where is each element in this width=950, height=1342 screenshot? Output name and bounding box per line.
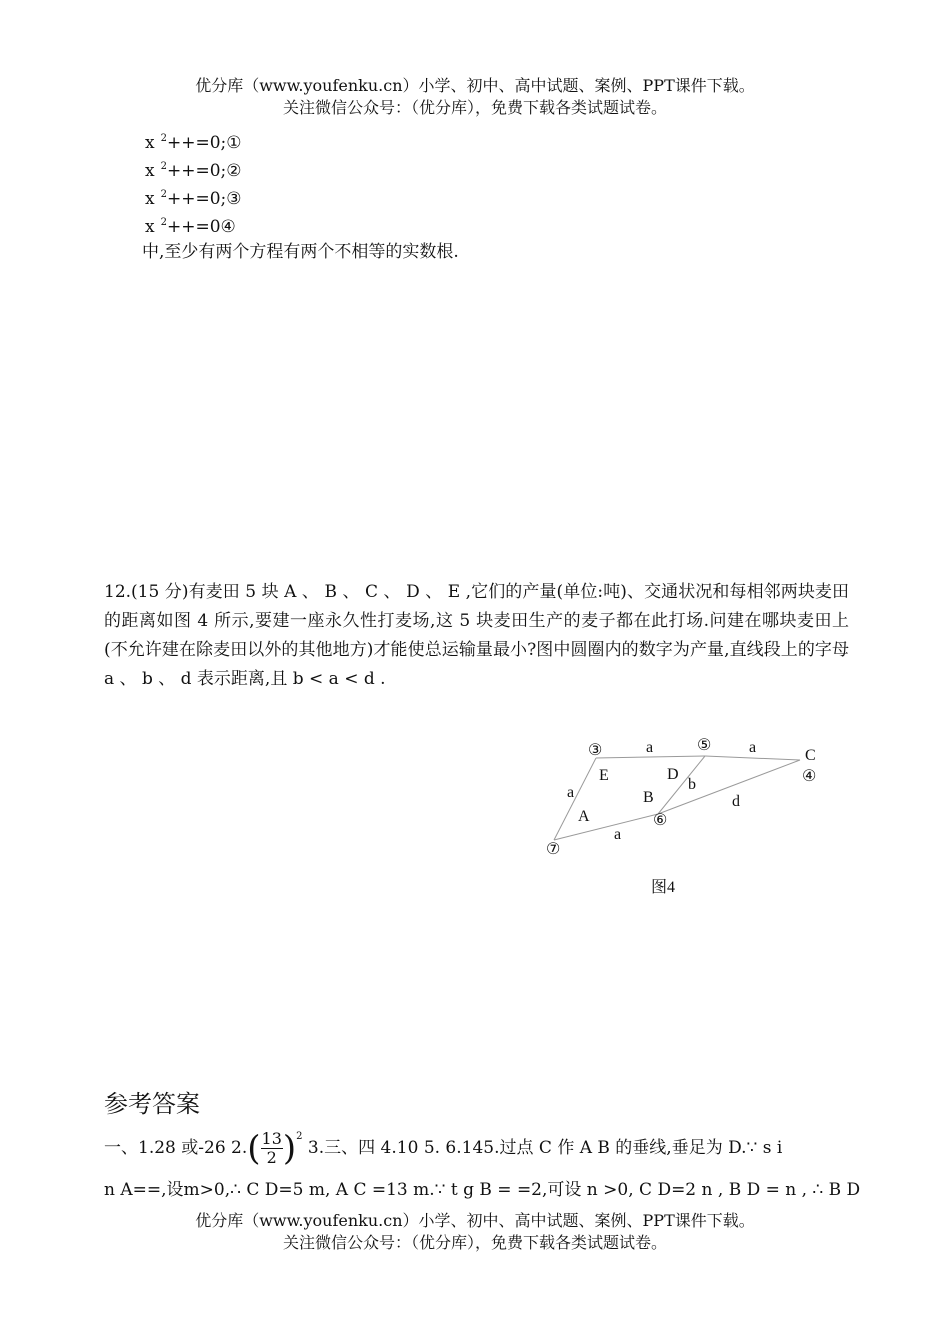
node-label-D: D [667, 766, 679, 783]
edge-label-DB: b [688, 776, 696, 793]
yield-A: ⑦ [546, 841, 561, 858]
node-label-A: A [578, 808, 590, 825]
fraction-13-over-2: $\frac{13}{2}$ [261, 1129, 282, 1167]
header-line-2: 关注微信公众号：（优分库），免费下载各类试题试卷。 [282, 98, 667, 117]
figure-caption: 图4 [651, 879, 676, 896]
footer-line-1: 优分库（www.youfenku.cn）小学、初中、高中试题、案例、PPT课件下载。 [195, 1211, 755, 1230]
equation-2: x $^2$++=0;② [145, 161, 242, 181]
edge-E-D [596, 756, 705, 758]
header-line-1: 优分库（www.youfenku.cn）小学、初中、高中试题、案例、PPT课件下载。 [195, 76, 755, 95]
yield-E: ③ [588, 742, 603, 759]
edge-A-B [554, 814, 658, 840]
yield-B: ⑥ [653, 812, 668, 829]
answers-line-2: n A==,设m>0,∴ C D=5 m, A C =13 m.∵ t g B = =2,可设 n >0, C D=2 n , B D = n , ∴ B D [104, 1180, 861, 1200]
edge-label-ED: a [646, 739, 654, 756]
edge-label-EA: a [567, 784, 575, 801]
node-label-C: C [805, 747, 816, 764]
equation-4: x $^2$++=0④ [145, 217, 236, 237]
edge-label-BC: d [732, 793, 740, 810]
node-label-B: B [643, 789, 654, 806]
equation-3: x $^2$++=0;③ [145, 189, 242, 209]
conclusion-text: 中,至少有两个方程有两个不相等的实数根. [142, 242, 459, 262]
yield-C: ④ [802, 768, 817, 785]
edge-label-DC: a [749, 739, 757, 756]
figure-4-diagram [530, 728, 840, 908]
equation-1: x $^2$++=0;① [145, 133, 242, 153]
footer-line-2: 关注微信公众号：（优分库），免费下载各类试题试卷。 [282, 1233, 667, 1252]
problem-12-text: 12.(15 分)有麦田 5 块 A 、 B 、 C 、 D 、 E ,它们的产量(单位:吨)、交通状况和每相邻两块麦田的距离如图 4 所示,要建一座永久性打麦场,这 5 块麦田生产的麦子都在此打场.问建在哪块麦田上(不允许建在除麦田以外的其他地方)才能使总运输量最小?图中圆圈内的数字为产量,直线段上的字母 a 、 b 、 d 表示距离,且 b < a < d . [104, 582, 849, 689]
edge-label-AB: a [614, 826, 622, 843]
answers-line-1: 一、1.28 或-26 2.( $\frac{13}{2}$ )$^2$ 3.三、四 4.10 5. 6.145.过点 C 作 A B 的垂线,垂足为 D.∵ s i [104, 1128, 783, 1169]
yield-D: ⑤ [697, 737, 712, 754]
answers-title: 参考答案 [104, 1090, 200, 1118]
node-label-E: E [599, 767, 609, 784]
edge-D-C [705, 756, 800, 760]
edge-E-A [554, 758, 596, 840]
